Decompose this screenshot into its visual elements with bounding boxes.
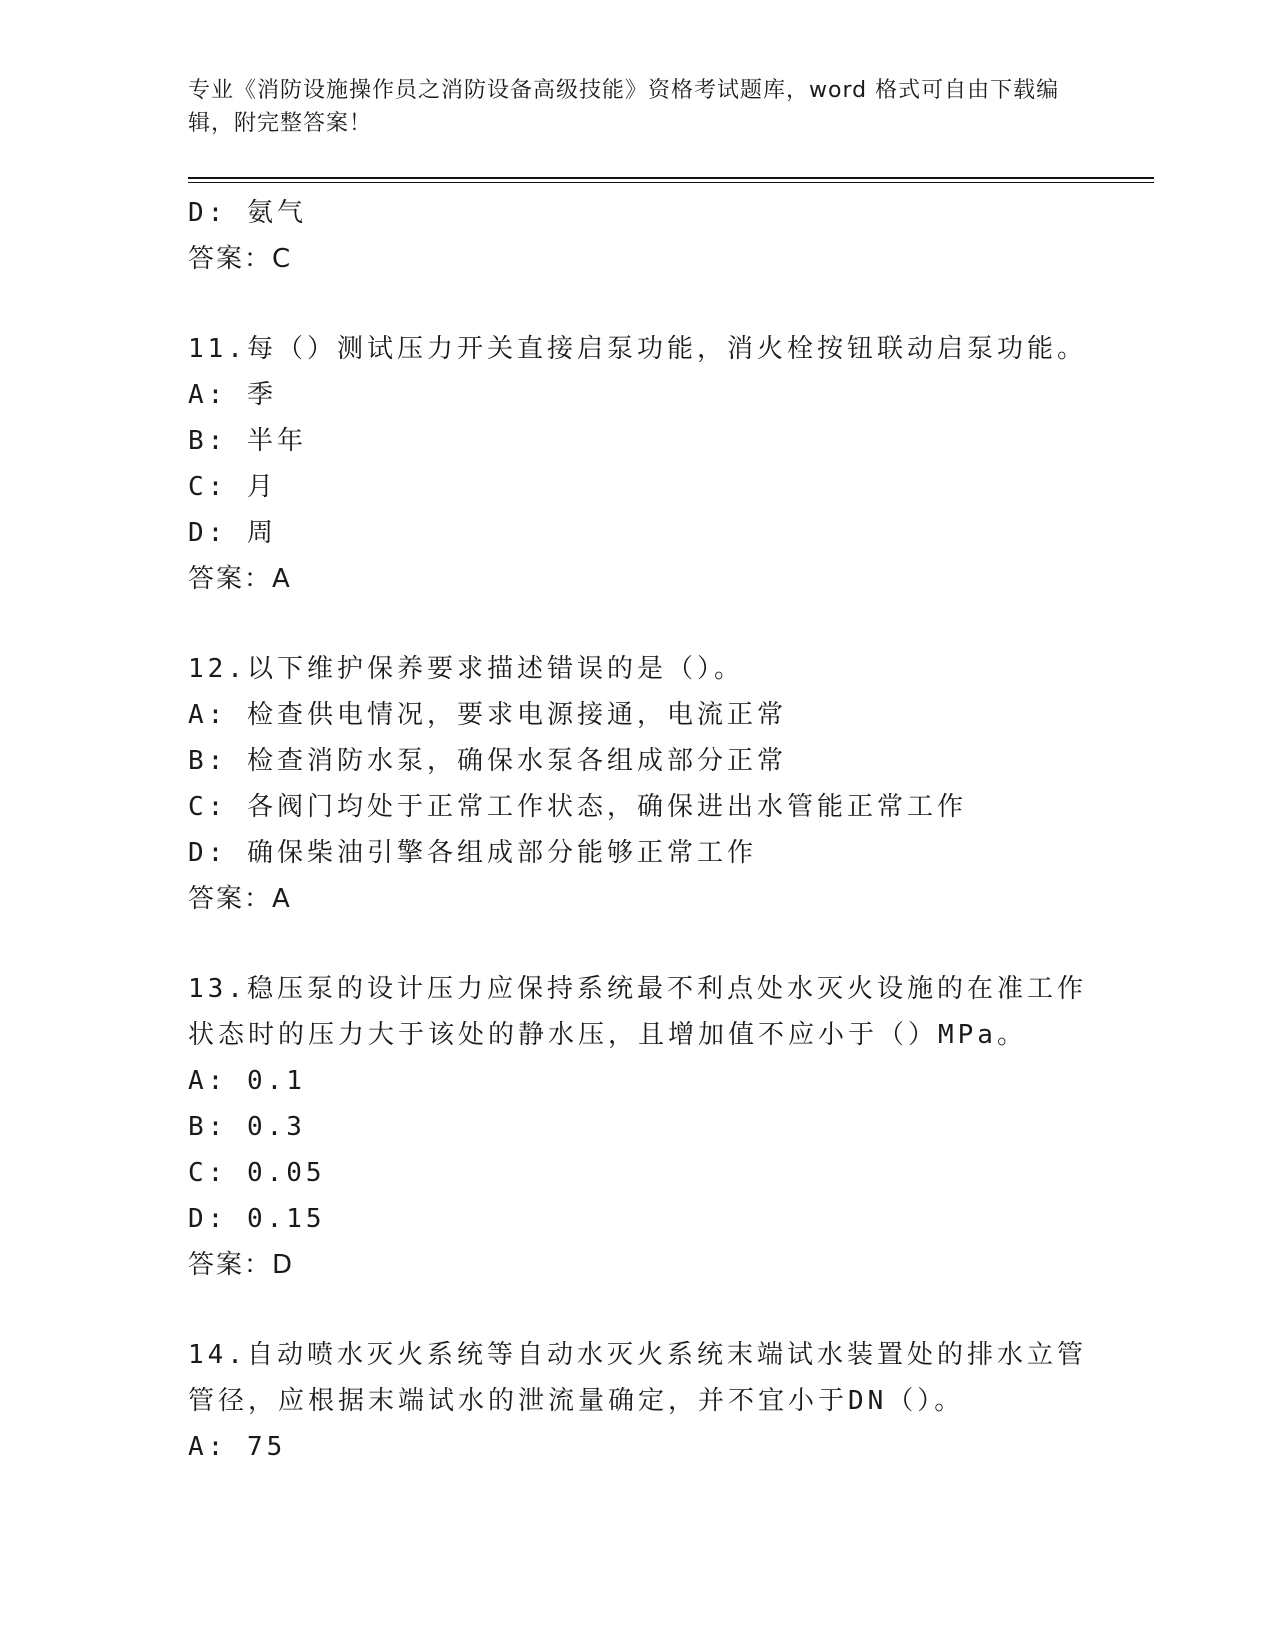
option-a: A: 0.1 bbox=[188, 1066, 306, 1096]
question-13 bbox=[188, 966, 1088, 1288]
option-d: D: 0.15 bbox=[188, 1204, 326, 1234]
option-a: A: 季 bbox=[188, 380, 277, 410]
option-d: D: 氨气 bbox=[188, 198, 307, 228]
answer: 答案：C bbox=[188, 244, 293, 274]
option-c: C: 月 bbox=[188, 472, 277, 502]
option-a: A: 75 bbox=[188, 1432, 287, 1462]
question-stem: 13.稳压泵的设计压力应保持系统最不利点处水灭火设施的在准工作状态时的压力大于该处的静水压，且增加值不应小于（）MPa。 bbox=[188, 974, 1087, 1050]
question-11 bbox=[188, 326, 1088, 602]
option-b: B: 检查消防水泵，确保水泵各组成部分正常 bbox=[188, 746, 787, 776]
question-14 bbox=[188, 1332, 1088, 1470]
option-d: D: 周 bbox=[188, 518, 277, 548]
question-stem: 12.以下维护保养要求描述错误的是（）。 bbox=[188, 654, 744, 684]
answer: 答案：A bbox=[188, 884, 292, 914]
question-stem: 11.每（）测试压力开关直接启泵功能，消火栓按钮联动启泵功能。 bbox=[188, 334, 1087, 364]
option-b: B: 0.3 bbox=[188, 1112, 306, 1142]
option-d: D: 确保柴油引擎各组成部分能够正常工作 bbox=[188, 838, 757, 868]
question-12 bbox=[188, 646, 1088, 922]
answer: 答案：A bbox=[188, 564, 292, 594]
header-divider-thin bbox=[188, 182, 1154, 183]
option-a: A: 检查供电情况，要求电源接通，电流正常 bbox=[188, 700, 787, 730]
question-stem: 14.自动喷水灭火系统等自动水灭火系统末端试水装置处的排水立管管径，应根据末端试水的泄流量确定，并不宜小于DN（）。 bbox=[188, 1340, 1087, 1416]
option-c: C: 各阀门均处于正常工作状态，确保进出水管能正常工作 bbox=[188, 792, 967, 822]
header-divider bbox=[188, 177, 1154, 179]
answer: 答案：D bbox=[188, 1250, 295, 1280]
question-list bbox=[188, 190, 1088, 1470]
option-b: B: 半年 bbox=[188, 426, 307, 456]
document-header: 专业《消防设施操作员之消防设备高级技能》资格考试题库，word 格式可自由下载编辑，附完整答案！ bbox=[188, 78, 1060, 136]
option-c: C: 0.05 bbox=[188, 1158, 326, 1188]
